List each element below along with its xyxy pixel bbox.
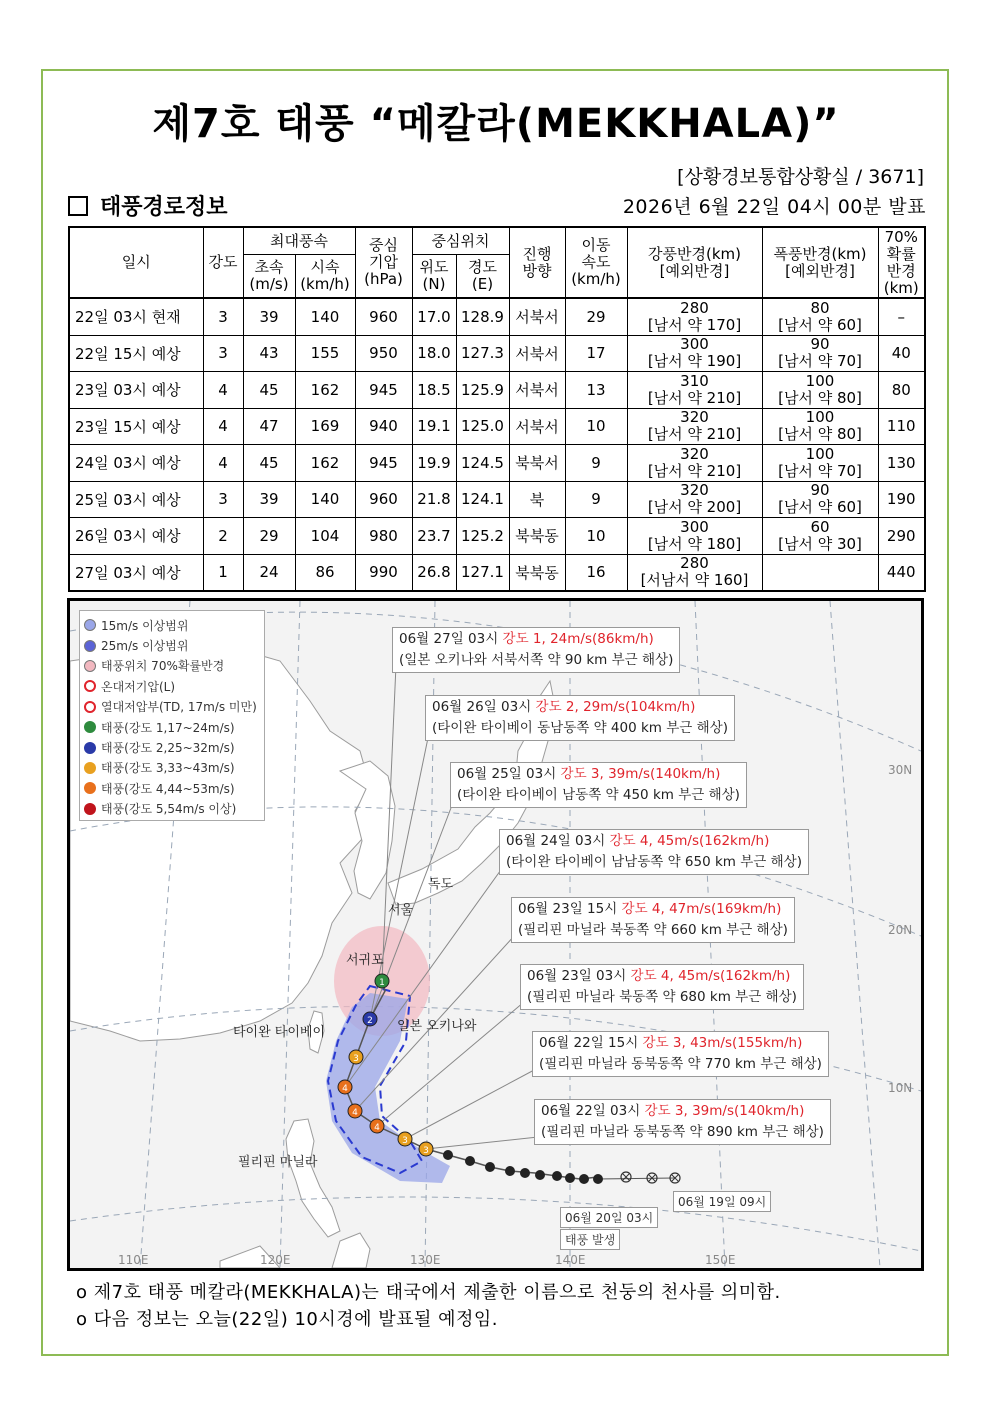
annotation-time: 06월 25일 03시 bbox=[457, 766, 557, 782]
marker-intensity-label: 4 bbox=[374, 1123, 380, 1133]
cell-speed: 17 bbox=[565, 335, 627, 372]
table-row bbox=[69, 445, 925, 482]
cell-pressure: 990 bbox=[355, 554, 412, 591]
lon-label-110: 110E bbox=[118, 1253, 149, 1267]
legend-item bbox=[84, 697, 260, 717]
gale-radius-value: 320 bbox=[680, 444, 709, 463]
cell-wind_kmh: 169 bbox=[295, 408, 355, 445]
legend-symbol-icon bbox=[84, 803, 96, 815]
gale-radius-exception: [남서 약 210] bbox=[647, 461, 742, 480]
legend-item bbox=[84, 758, 260, 778]
marker-intensity-label: 1 bbox=[379, 978, 385, 988]
header-wind-ms: 초속 (m/s) bbox=[243, 255, 295, 299]
header-gale-radius: 강풍반경(km) [예외반경] bbox=[627, 227, 762, 298]
cell-gale-radius bbox=[627, 335, 762, 372]
cell-wind_ms: 45 bbox=[243, 445, 295, 482]
legend-symbol-icon bbox=[84, 782, 96, 794]
annotation-strength: 강도 4, 47m/s(169km/h) bbox=[621, 901, 782, 917]
cell-wind_kmh: 140 bbox=[295, 298, 355, 335]
cell-lat: 23.7 bbox=[412, 518, 456, 555]
track-annotation bbox=[499, 829, 809, 875]
cell-datetime: 25일 03시 예상 bbox=[69, 481, 203, 518]
annotation-description: (일본 오키나와 서북서쪽 약 90 km 부근 해상) bbox=[399, 652, 674, 668]
annotation-strength: 강도 3, 39m/s(140km/h) bbox=[560, 766, 721, 782]
past-position-marker bbox=[505, 1166, 515, 1176]
storm-radius-value: 90 bbox=[810, 481, 830, 500]
city-taipei: 타이완 타이베이 bbox=[233, 1025, 326, 1040]
gale-radius-exception: [남서 약 170] bbox=[647, 315, 742, 334]
cell-lat: 18.5 bbox=[412, 372, 456, 409]
legend-item bbox=[84, 656, 260, 676]
cell-wind_ms: 39 bbox=[243, 481, 295, 518]
table-row bbox=[69, 518, 925, 555]
legend-symbol-icon bbox=[84, 680, 96, 692]
annotation-description: (타이완 타이베이 남동쪽 약 450 km 부근 해상) bbox=[457, 787, 740, 803]
table-row bbox=[69, 481, 925, 518]
cell-lon: 125.2 bbox=[456, 518, 509, 555]
annotation-time: 06월 27일 03시 bbox=[399, 631, 499, 647]
gale-radius-value: 310 bbox=[680, 371, 709, 390]
legend-symbol-icon bbox=[84, 762, 96, 774]
cell-gale-radius bbox=[627, 372, 762, 409]
past-position-marker bbox=[552, 1171, 562, 1181]
cell-storm-radius bbox=[762, 445, 878, 482]
cell-storm-radius bbox=[762, 372, 878, 409]
storm-radius-value: 60 bbox=[810, 517, 830, 536]
cell-wind_kmh: 104 bbox=[295, 518, 355, 555]
gale-radius-exception: [남서 약 210] bbox=[647, 388, 742, 407]
legend-label: 태풍(강도 4,44~53m/s) bbox=[101, 781, 235, 796]
track-annotation bbox=[511, 897, 795, 943]
cell-intensity: 4 bbox=[203, 408, 243, 445]
table-body bbox=[69, 298, 925, 591]
cell-storm-radius bbox=[762, 554, 878, 591]
gale-radius-exception: [서남서 약 160] bbox=[640, 571, 749, 590]
annotation-description: (필리핀 마닐라 북동쪽 약 660 km 부근 해상) bbox=[518, 922, 788, 938]
past-position-marker bbox=[593, 1174, 603, 1184]
header-datetime: 일시 bbox=[69, 227, 203, 298]
legend-item bbox=[84, 717, 260, 737]
track-annotation bbox=[450, 762, 747, 808]
cell-storm-radius bbox=[762, 518, 878, 555]
gale-radius-exception: [남서 약 190] bbox=[647, 352, 742, 371]
cell-wind_ms: 29 bbox=[243, 518, 295, 555]
cell-gale-radius bbox=[627, 408, 762, 445]
cell-gale-radius bbox=[627, 554, 762, 591]
cell-prob70: 290 bbox=[878, 518, 925, 555]
cell-lon: 124.1 bbox=[456, 481, 509, 518]
legend-symbol-icon bbox=[84, 721, 96, 733]
legend-item bbox=[84, 615, 260, 635]
storm-radius-value: 80 bbox=[810, 298, 830, 317]
cell-datetime: 23일 03시 예상 bbox=[69, 372, 203, 409]
cell-datetime: 22일 03시 현재 bbox=[69, 298, 203, 335]
annotation-strength: 강도 3, 39m/s(140km/h) bbox=[644, 1103, 805, 1119]
cell-pressure: 945 bbox=[355, 372, 412, 409]
city-okinawa: 일본 오키나와 bbox=[397, 1019, 477, 1034]
cell-gale-radius bbox=[627, 298, 762, 335]
cell-lon: 128.9 bbox=[456, 298, 509, 335]
lat-label-30: 30N bbox=[888, 763, 913, 777]
cell-direction: 서북서 bbox=[509, 298, 565, 335]
city-dokdo: 독도 bbox=[428, 877, 454, 892]
typhoon-track-table bbox=[68, 226, 926, 592]
header-wind-kmh: 시속 (km/h) bbox=[295, 255, 355, 299]
cell-gale-radius bbox=[627, 481, 762, 518]
cell-datetime: 22일 15시 예상 bbox=[69, 335, 203, 372]
legend-label: 태풍(강도 5,54m/s 이상) bbox=[101, 802, 237, 817]
table-row bbox=[69, 298, 925, 335]
cell-lon: 125.9 bbox=[456, 372, 509, 409]
storm-radius-value: 90 bbox=[810, 335, 830, 354]
legend-label: 태풍(강도 2,25~32m/s) bbox=[101, 741, 235, 756]
cell-storm-radius bbox=[762, 298, 878, 335]
annotation-time: 06월 24일 03시 bbox=[506, 833, 606, 849]
cell-lat: 19.9 bbox=[412, 445, 456, 482]
lat-label-20: 20N bbox=[888, 923, 913, 937]
annotation-strength: 강도 4, 45m/s(162km/h) bbox=[630, 968, 791, 984]
cell-intensity: 3 bbox=[203, 298, 243, 335]
header-prob70: 70% 확률 반경 (km) bbox=[878, 227, 925, 298]
cell-pressure: 980 bbox=[355, 518, 412, 555]
annotation-strength: 강도 2, 29m/s(104km/h) bbox=[535, 699, 696, 715]
note-june19: 06월 19일 09시 bbox=[673, 1191, 771, 1212]
cell-prob70: 110 bbox=[878, 408, 925, 445]
storm-radius-value: 100 bbox=[805, 408, 835, 427]
lon-label-140: 140E bbox=[555, 1253, 586, 1267]
header-intensity: 강도 bbox=[203, 227, 243, 298]
marker-intensity-label: 3 bbox=[423, 1146, 429, 1156]
track-map bbox=[67, 598, 924, 1271]
cell-storm-radius bbox=[762, 335, 878, 372]
track-annotation bbox=[520, 964, 804, 1010]
note-1: o 제7호 태풍 메칼라(MEKKHALA)는 태국에서 제출한 이름으로 천둥의 천사를 의미함. bbox=[76, 1282, 781, 1303]
gale-radius-value: 280 bbox=[680, 298, 709, 317]
past-position-marker bbox=[579, 1174, 589, 1184]
cell-speed: 29 bbox=[565, 298, 627, 335]
legend-label: 열대저압부(TD, 17m/s 미만) bbox=[101, 700, 257, 715]
cell-lon: 127.3 bbox=[456, 335, 509, 372]
cell-direction: 서북서 bbox=[509, 335, 565, 372]
annotation-strength: 강도 3, 43m/s(155km/h) bbox=[642, 1035, 803, 1051]
cell-lat: 17.0 bbox=[412, 298, 456, 335]
cell-wind_kmh: 86 bbox=[295, 554, 355, 591]
cell-direction: 서북서 bbox=[509, 372, 565, 409]
cell-wind_kmh: 162 bbox=[295, 372, 355, 409]
header-lon: 경도 (E) bbox=[456, 255, 509, 299]
cell-pressure: 940 bbox=[355, 408, 412, 445]
cell-lat: 26.8 bbox=[412, 554, 456, 591]
cell-pressure: 945 bbox=[355, 445, 412, 482]
map-legend bbox=[79, 610, 265, 821]
legend-item bbox=[84, 635, 260, 655]
table-row bbox=[69, 372, 925, 409]
page-title: 제7호 태풍 “메칼라(MEKKHALA)” bbox=[152, 101, 840, 147]
cell-pressure: 950 bbox=[355, 335, 412, 372]
past-position-marker bbox=[485, 1162, 495, 1172]
cell-wind_ms: 39 bbox=[243, 298, 295, 335]
annotation-time: 06월 23일 03시 bbox=[527, 968, 627, 984]
cell-prob70: 40 bbox=[878, 335, 925, 372]
gale-radius-value: 300 bbox=[680, 517, 709, 536]
legend-item bbox=[84, 778, 260, 798]
lon-label-120: 120E bbox=[260, 1253, 291, 1267]
note-june20: 06월 20일 03시 bbox=[560, 1207, 658, 1228]
storm-radius-exception: [남서 약 70] bbox=[778, 461, 862, 480]
annotation-description: (타이완 타이베이 남남동쪽 약 650 km 부근 해상) bbox=[506, 854, 802, 870]
marker-intensity-label: 2 bbox=[367, 1016, 373, 1026]
cell-intensity: 3 bbox=[203, 481, 243, 518]
lat-label-10: 10N bbox=[888, 1081, 913, 1095]
cell-wind_ms: 24 bbox=[243, 554, 295, 591]
annotation-description: (타이완 타이베이 동남동쪽 약 400 km 부근 해상) bbox=[432, 720, 728, 736]
storm-radius-exception: [남서 약 60] bbox=[778, 498, 862, 517]
city-manila: 필리핀 마닐라 bbox=[238, 1155, 318, 1170]
cell-wind_kmh: 140 bbox=[295, 481, 355, 518]
cell-gale-radius bbox=[627, 518, 762, 555]
cell-pressure: 960 bbox=[355, 481, 412, 518]
cell-prob70: – bbox=[878, 298, 925, 335]
gale-radius-value: 300 bbox=[680, 335, 709, 354]
header-center: 중심위치 bbox=[412, 227, 509, 255]
cell-speed: 13 bbox=[565, 372, 627, 409]
cell-storm-radius bbox=[762, 408, 878, 445]
annotation-strength: 강도 1, 24m/s(86km/h) bbox=[502, 631, 654, 647]
cell-direction: 북북동 bbox=[509, 518, 565, 555]
cell-prob70: 130 bbox=[878, 445, 925, 482]
legend-item bbox=[84, 737, 260, 757]
lon-label-130: 130E bbox=[410, 1253, 441, 1267]
cell-speed: 10 bbox=[565, 408, 627, 445]
cell-datetime: 26일 03시 예상 bbox=[69, 518, 203, 555]
past-position-marker bbox=[535, 1170, 545, 1180]
legend-label: 15m/s 이상범위 bbox=[101, 618, 189, 633]
annotation-time: 06월 23일 15시 bbox=[518, 901, 618, 917]
storm-radius-value: 100 bbox=[805, 444, 835, 463]
lon-label-150: 150E bbox=[705, 1253, 736, 1267]
checkbox-icon bbox=[68, 196, 88, 216]
legend-label: 온대저기압(L) bbox=[101, 679, 176, 694]
cell-prob70: 190 bbox=[878, 481, 925, 518]
storm-radius-exception: [남서 약 80] bbox=[778, 388, 862, 407]
track-annotation bbox=[392, 627, 680, 673]
past-position-marker bbox=[565, 1173, 575, 1183]
track-annotation bbox=[534, 1099, 831, 1145]
legend-item bbox=[84, 676, 260, 696]
cell-wind_ms: 47 bbox=[243, 408, 295, 445]
cell-lon: 124.5 bbox=[456, 445, 509, 482]
city-seoul: 서울 bbox=[388, 903, 414, 918]
table-row bbox=[69, 554, 925, 591]
gale-radius-value: 320 bbox=[680, 408, 709, 427]
legend-symbol-icon bbox=[84, 742, 96, 754]
legend-symbol-icon bbox=[84, 660, 96, 672]
note-genesis: 태풍 발생 bbox=[560, 1229, 620, 1250]
cell-intensity: 1 bbox=[203, 554, 243, 591]
note-2: o 다음 정보는 오늘(22일) 10시경에 발표될 예정임. bbox=[76, 1309, 499, 1330]
annotation-time: 06월 26일 03시 bbox=[432, 699, 532, 715]
cell-datetime: 23일 15시 예상 bbox=[69, 408, 203, 445]
legend-symbol-icon bbox=[84, 619, 96, 631]
cell-datetime: 27일 03시 예상 bbox=[69, 554, 203, 591]
storm-radius-exception: [남서 약 30] bbox=[778, 534, 862, 553]
cell-intensity: 2 bbox=[203, 518, 243, 555]
cell-pressure: 960 bbox=[355, 298, 412, 335]
cell-lon: 127.1 bbox=[456, 554, 509, 591]
department-label: [상황경보통합상황실 / 3671] bbox=[677, 166, 924, 188]
cell-speed: 9 bbox=[565, 445, 627, 482]
legend-item bbox=[84, 799, 260, 819]
marker-intensity-label: 4 bbox=[352, 1108, 358, 1118]
table-row bbox=[69, 335, 925, 372]
header-storm-radius: 폭풍반경(km) [예외반경] bbox=[762, 227, 878, 298]
storm-radius-value: 100 bbox=[805, 371, 835, 390]
table-row bbox=[69, 408, 925, 445]
cell-direction: 서북서 bbox=[509, 408, 565, 445]
cell-wind_ms: 45 bbox=[243, 372, 295, 409]
cell-gale-radius bbox=[627, 445, 762, 482]
legend-label: 태풍(강도 1,17~24m/s) bbox=[101, 720, 235, 735]
cell-lon: 125.0 bbox=[456, 408, 509, 445]
gale-radius-exception: [남서 약 180] bbox=[647, 534, 742, 553]
cell-intensity: 4 bbox=[203, 372, 243, 409]
cell-intensity: 3 bbox=[203, 335, 243, 372]
legend-symbol-icon bbox=[84, 640, 96, 652]
header-max-wind: 최대풍속 bbox=[243, 227, 355, 255]
cell-wind_kmh: 162 bbox=[295, 445, 355, 482]
marker-intensity-label: 3 bbox=[353, 1054, 359, 1064]
header-pressure: 중심 기압 (hPa) bbox=[355, 227, 412, 298]
header-direction: 진행 방향 bbox=[509, 227, 565, 298]
legend-label: 25m/s 이상범위 bbox=[101, 639, 189, 654]
cell-datetime: 24일 03시 예상 bbox=[69, 445, 203, 482]
annotation-time: 06월 22일 15시 bbox=[539, 1035, 639, 1051]
storm-radius-exception: [남서 약 70] bbox=[778, 352, 862, 371]
cell-speed: 16 bbox=[565, 554, 627, 591]
gale-radius-value: 280 bbox=[680, 554, 709, 573]
issued-time: 2026년 6월 22일 04시 00분 발표 bbox=[622, 196, 926, 218]
marker-intensity-label: 4 bbox=[342, 1084, 348, 1094]
cell-lat: 19.1 bbox=[412, 408, 456, 445]
cell-storm-radius bbox=[762, 481, 878, 518]
marker-intensity-label: 3 bbox=[402, 1136, 408, 1146]
past-position-marker bbox=[465, 1156, 475, 1166]
section-heading bbox=[68, 190, 228, 221]
annotation-description: (필리핀 마닐라 북동쪽 약 680 km 부근 해상) bbox=[527, 989, 797, 1005]
cell-prob70: 80 bbox=[878, 372, 925, 409]
cell-lat: 21.8 bbox=[412, 481, 456, 518]
track-annotation bbox=[532, 1031, 829, 1077]
header-speed: 이동 속도 (km/h) bbox=[565, 227, 627, 298]
cell-wind_kmh: 155 bbox=[295, 335, 355, 372]
header-lat: 위도 (N) bbox=[412, 255, 456, 299]
cell-lat: 18.0 bbox=[412, 335, 456, 372]
annotation-description: (필리핀 마닐라 동북동쪽 약 770 km 부근 해상) bbox=[539, 1056, 822, 1072]
storm-radius-exception: [남서 약 60] bbox=[778, 315, 862, 334]
cell-prob70: 440 bbox=[878, 554, 925, 591]
legend-label: 태풍위치 70%확률반경 bbox=[101, 659, 225, 674]
legend-symbol-icon bbox=[84, 701, 96, 713]
city-seogwipo: 서귀포 bbox=[346, 953, 384, 968]
cell-wind_ms: 43 bbox=[243, 335, 295, 372]
track-annotation bbox=[425, 695, 735, 741]
cell-intensity: 4 bbox=[203, 445, 243, 482]
legend-label: 태풍(강도 3,33~43m/s) bbox=[101, 761, 235, 776]
cell-speed: 9 bbox=[565, 481, 627, 518]
gale-radius-exception: [남서 약 200] bbox=[647, 498, 742, 517]
annotation-description: (필리핀 마닐라 동북동쪽 약 890 km 부근 해상) bbox=[541, 1124, 824, 1140]
past-position-marker bbox=[443, 1150, 453, 1160]
cell-speed: 10 bbox=[565, 518, 627, 555]
cell-direction: 북북서 bbox=[509, 445, 565, 482]
past-position-marker bbox=[520, 1168, 530, 1178]
cell-direction: 북북동 bbox=[509, 554, 565, 591]
section-title: 태풍경로정보 bbox=[100, 195, 228, 220]
cell-direction: 북 bbox=[509, 481, 565, 518]
gale-radius-exception: [남서 약 210] bbox=[647, 425, 742, 444]
annotation-time: 06월 22일 03시 bbox=[541, 1103, 641, 1119]
storm-radius-exception: [남서 약 80] bbox=[778, 425, 862, 444]
annotation-strength: 강도 4, 45m/s(162km/h) bbox=[609, 833, 770, 849]
gale-radius-value: 320 bbox=[680, 481, 709, 500]
